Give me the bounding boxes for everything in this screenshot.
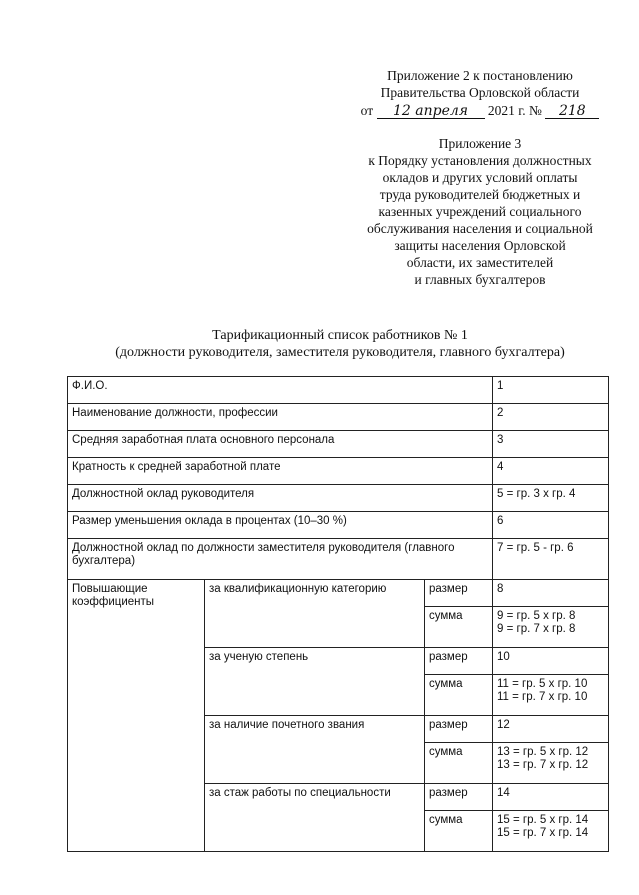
appendix3-block	[340, 135, 620, 288]
date-handwritten: 12 апреля	[393, 103, 469, 119]
date-blank	[377, 104, 485, 119]
table-row	[68, 580, 609, 607]
appendix2-line1: Приложение 2 к постановлению	[387, 68, 573, 83]
sum-formula	[493, 675, 609, 716]
size-label: размер	[425, 648, 493, 675]
row-label: Должностной оклад по должности заместителя руководителя (главного бухгалтера)	[68, 539, 493, 580]
appendix3-line: труда руководителей бюджетных и	[379, 187, 581, 202]
title-line2: (должности руководителя, заместителя руководителя, главного бухгалтера)	[115, 345, 565, 360]
col-number: 14	[493, 784, 609, 811]
formula-line: 13 = гр. 7 х гр. 12	[497, 759, 589, 771]
sum-label: сумма	[425, 811, 493, 852]
col-number: 4	[493, 458, 609, 485]
appendix3-line: к Порядку установления должностных	[368, 153, 592, 168]
table-row	[68, 458, 609, 485]
coefficient-name: за стаж работы по специальности	[205, 784, 425, 852]
col-number: 10	[493, 648, 609, 675]
sum-label: сумма	[425, 743, 493, 784]
table-row	[68, 377, 609, 404]
sum-label: сумма	[425, 675, 493, 716]
tariff-table	[67, 376, 609, 852]
row-label: Средняя заработная плата основного персонала	[68, 431, 493, 458]
appendix3-line: Приложение 3	[438, 136, 522, 151]
appendix2-line2: Правительства Орловской области	[380, 85, 580, 100]
number-blank	[545, 104, 599, 119]
coefficient-name: за наличие почетного звания	[205, 716, 425, 784]
coefficient-name: за ученую степень	[205, 648, 425, 716]
size-label: размер	[425, 580, 493, 607]
formula-line: 15 = гр. 5 х гр. 14	[497, 814, 589, 826]
title-line1: Тарификационный список работников № 1	[212, 328, 468, 343]
date-line	[330, 102, 630, 119]
row-label: Наименование должности, профессии	[68, 404, 493, 431]
col-number: 6	[493, 512, 609, 539]
document-title	[70, 327, 610, 361]
formula-line: 9 = гр. 5 х гр. 8	[497, 610, 576, 622]
col-number: 5 = гр. 3 х гр. 4	[493, 485, 609, 512]
row-label: Размер уменьшения оклада в процентах (10–30 %)	[68, 512, 493, 539]
appendix3-line: защиты населения Орловской	[394, 238, 566, 253]
table-row	[68, 539, 609, 580]
sum-formula	[493, 811, 609, 852]
date-prefix: от	[360, 103, 374, 118]
col-number: 7 = гр. 5 - гр. 6	[493, 539, 609, 580]
sum-formula	[493, 743, 609, 784]
row-label: Должностной оклад руководителя	[68, 485, 493, 512]
appendix3-line: обслуживания населения и социальной	[367, 221, 593, 236]
row-label: Ф.И.О.	[68, 377, 493, 404]
table-row	[68, 512, 609, 539]
appendix3-line: окладов и других условий оплаты	[382, 170, 578, 185]
number-handwritten: 218	[558, 103, 586, 119]
row-label: Кратность к средней заработной плате	[68, 458, 493, 485]
formula-line: 11 = гр. 7 х гр. 10	[497, 691, 588, 703]
formula-line: 9 = гр. 7 х гр. 8	[497, 623, 576, 635]
col-number: 3	[493, 431, 609, 458]
appendix3-line: и главных бухгалтеров	[414, 272, 546, 287]
date-year: 2021 г. №	[487, 103, 542, 118]
col-number: 8	[493, 580, 609, 607]
sum-formula	[493, 607, 609, 648]
size-label: размер	[425, 784, 493, 811]
coefficients-label: Повышающие коэффициенты	[68, 580, 205, 852]
appendix3-line: области, их заместителей	[406, 255, 554, 270]
appendix3-line: казенных учреждений социального	[378, 204, 582, 219]
table-row	[68, 404, 609, 431]
col-number: 12	[493, 716, 609, 743]
table-row	[68, 485, 609, 512]
col-number: 1	[493, 377, 609, 404]
formula-line: 13 = гр. 5 х гр. 12	[497, 746, 589, 758]
table-row	[68, 431, 609, 458]
appendix2-header	[330, 67, 630, 119]
size-label: размер	[425, 716, 493, 743]
sum-label: сумма	[425, 607, 493, 648]
formula-line: 11 = гр. 5 х гр. 10	[497, 678, 588, 690]
col-number: 2	[493, 404, 609, 431]
formula-line: 15 = гр. 7 х гр. 14	[497, 827, 589, 839]
coefficient-name: за квалификационную категорию	[205, 580, 425, 648]
